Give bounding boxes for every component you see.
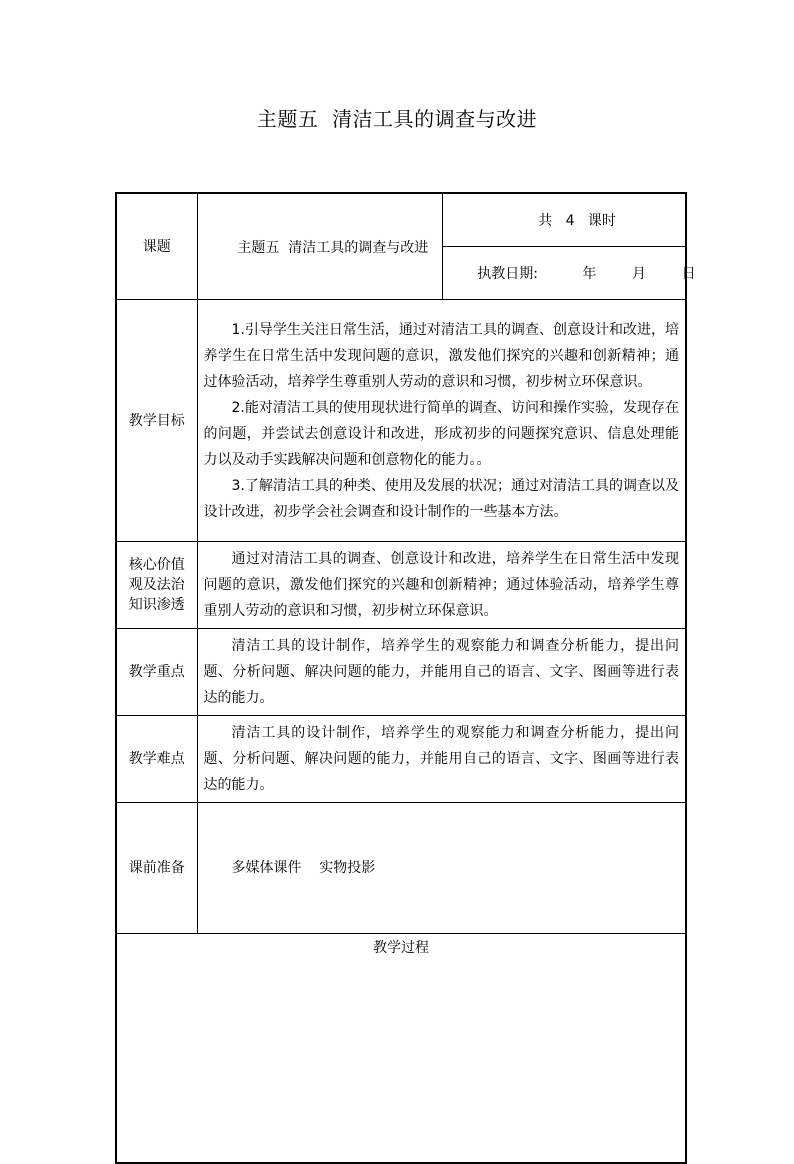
teaching-process-heading: 教学过程 — [373, 940, 429, 956]
key-points-content — [197, 629, 686, 716]
teaching-date-cell — [442, 247, 696, 300]
class-hours-cell — [442, 193, 686, 247]
preparation-content — [197, 803, 686, 934]
values-label-cell — [116, 542, 197, 629]
document-title: 主题五 清洁工具的调查与改进 — [256, 107, 538, 131]
objectives-label-cell — [116, 300, 197, 542]
course-label: 课题 — [142, 238, 171, 255]
values-label: 核心价值观及法治知识渗透 — [128, 557, 185, 613]
key-points-text: 清洁工具的设计制作，培养学生的观察能力和调查分析能力，提出问题、分析问题、解决问题的能力，并能用自己的语言、文字、图画等进行表达的能力。 — [203, 638, 679, 706]
objectives-label: 教学目标 — [128, 412, 185, 429]
lesson-plan-table — [115, 192, 696, 1164]
objectives-content — [197, 300, 686, 542]
key-points-label-cell — [116, 629, 197, 716]
course-name: 主题五 清洁工具的调查与改进 — [237, 239, 429, 256]
objective-item: 3.了解清洁工具的种类、使用及发展的状况；通过对清洁工具的调查以及设计改进，初步学会社会调查和设计制作的一些基本方法。 — [203, 477, 679, 520]
difficulties-content — [197, 716, 686, 803]
preparation-text: 多媒体课件 实物投影 — [231, 860, 376, 876]
preparation-label-cell — [116, 803, 197, 934]
values-text: 通过对清洁工具的调查、创意设计和改进，培养学生在日常生活中发现问题的意识，激发他们探究的兴趣和创新精神；通过体验活动，培养学生尊重别人劳动的意识和习惯，初步树立环保意识。 — [203, 551, 679, 619]
objective-item: 2.能对清洁工具的使用现状进行简单的调查、访问和操作实验，发现存在的问题，并尝试去创意设计和改进，形成初步的问题探究意识、信息处理能力以及动手实践解决问题和创意物化的能力。。 — [203, 399, 679, 468]
difficulties-text: 清洁工具的设计制作，培养学生的观察能力和调查分析能力，提出问题、分析问题、解决问题的能力，并能用自己的语言、文字、图画等进行表达的能力。 — [203, 725, 679, 793]
teaching-process-cell — [116, 934, 686, 1163]
difficulties-label-cell — [116, 716, 197, 803]
preparation-label: 课前准备 — [128, 860, 185, 876]
key-points-label: 教学重点 — [128, 664, 185, 680]
values-content — [197, 542, 686, 629]
objective-item: 1.引导学生关注日常生活，通过对清洁工具的调查、创意设计和改进，培养学生在日常生活中发现问题的意识，激发他们探究的兴趣和创新精神；通过体验活动，培养学生尊重别人劳动的意识和习惯，初步树立环保意识。 — [203, 321, 679, 390]
course-name-cell — [197, 193, 442, 300]
teaching-date: 执教日期: 年 月 日 — [477, 266, 696, 282]
class-hours: 共 4 课时 — [538, 213, 616, 229]
course-label-cell — [116, 193, 197, 300]
difficulties-label: 教学难点 — [128, 751, 185, 767]
